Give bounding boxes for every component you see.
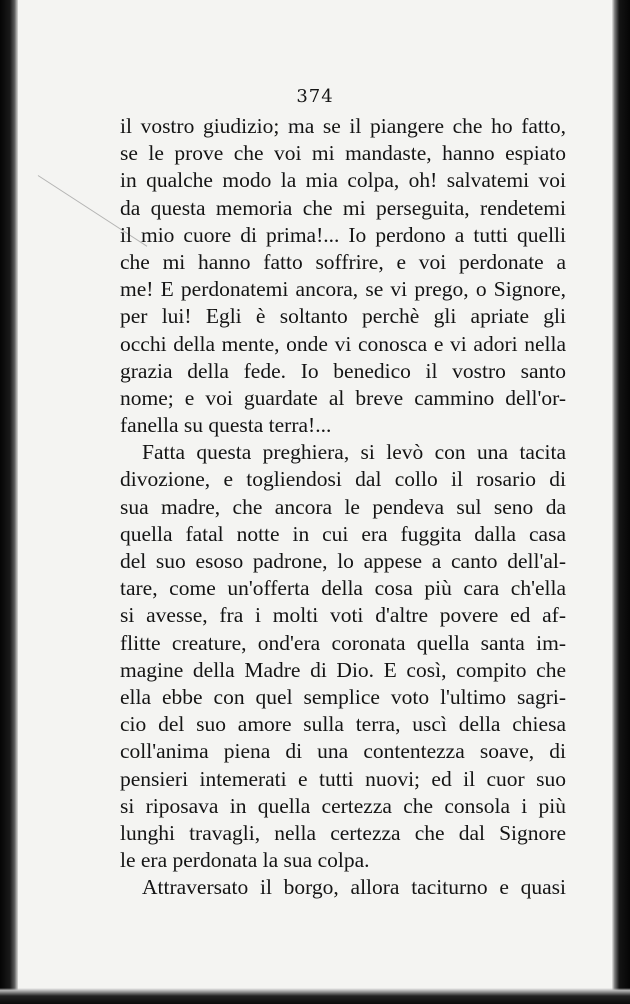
paragraph-end-line: fanella su questa terra!... bbox=[120, 413, 332, 438]
text-line: che mi hanno fatto soffrire, e voi perdonate a bbox=[120, 249, 566, 274]
paragraph-first-line: Fatta questa preghiera, si levò con una tacita bbox=[142, 440, 566, 465]
text-line: si riposava in quella certezza che consola i più bbox=[120, 793, 566, 818]
paragraph-first-line: Attraversato il borgo, allora taciturno e quasi bbox=[142, 875, 566, 900]
left-page-edge bbox=[0, 0, 18, 1004]
page-number: 374 bbox=[296, 86, 334, 107]
text-line: da questa memoria che mi perseguita, rendetemi bbox=[120, 195, 566, 220]
text-line: se le prove che voi mi mandaste, hanno espiato bbox=[120, 141, 566, 166]
text-line: del suo esoso padrone, lo appese a canto dell'al- bbox=[120, 549, 566, 573]
text-line: pensieri intemerati e tutti nuovi; ed il cuor suo bbox=[120, 766, 566, 791]
right-page-edge bbox=[612, 0, 630, 1004]
text-line: coll'anima piena di una contentezza soave, di bbox=[120, 739, 566, 764]
text-line: flitte creature, ond'era coronata quella santa im- bbox=[120, 630, 566, 655]
body-text bbox=[120, 113, 566, 901]
text-line: me! E perdonatemi ancora, se vi prego, o Signore, bbox=[120, 277, 566, 302]
bottom-page-edge bbox=[0, 988, 630, 1004]
text-line: ella ebbe con quel semplice voto l'ultimo sagri- bbox=[120, 684, 566, 709]
text-line: il vostro giudizio; ma se il piangere che ho fatto, bbox=[120, 114, 566, 138]
text-line: nome; e voi guardate al breve cammino dell'or- bbox=[120, 385, 566, 410]
text-line: si avesse, fra i molti voti d'altre povere ed af- bbox=[120, 603, 566, 628]
text-line: tare, come un'offerta della cosa più cara ch'ella bbox=[120, 576, 566, 601]
text-line: sua madre, che ancora le pendeva sul seno da bbox=[120, 494, 566, 519]
text-line: occhi della mente, onde vi conosca e vi adori nella bbox=[120, 331, 566, 356]
text-line: per lui! Egli è soltanto perchè gli apriate gli bbox=[120, 304, 566, 329]
text-line: in qualche modo la mia colpa, oh! salvatemi voi bbox=[120, 168, 566, 193]
paragraph-end-line: le era perdonata la sua colpa. bbox=[120, 848, 370, 873]
text-line: lunghi travagli, nella certezza che dal Signore bbox=[120, 820, 566, 845]
text-line: divozione, e togliendosi dal collo il rosario di bbox=[120, 467, 566, 492]
text-line: grazia della fede. Io benedico il vostro santo bbox=[120, 358, 566, 383]
text-line: quella fatal notte in cui era fuggita dalla casa bbox=[120, 521, 566, 546]
text-line: magine della Madre di Dio. E così, compito che bbox=[120, 657, 566, 682]
text-line: il mio cuore di prima!... Io perdono a tutti quelli bbox=[120, 222, 566, 247]
text-line: cio del suo amore sulla terra, uscì della chiesa bbox=[120, 712, 566, 737]
